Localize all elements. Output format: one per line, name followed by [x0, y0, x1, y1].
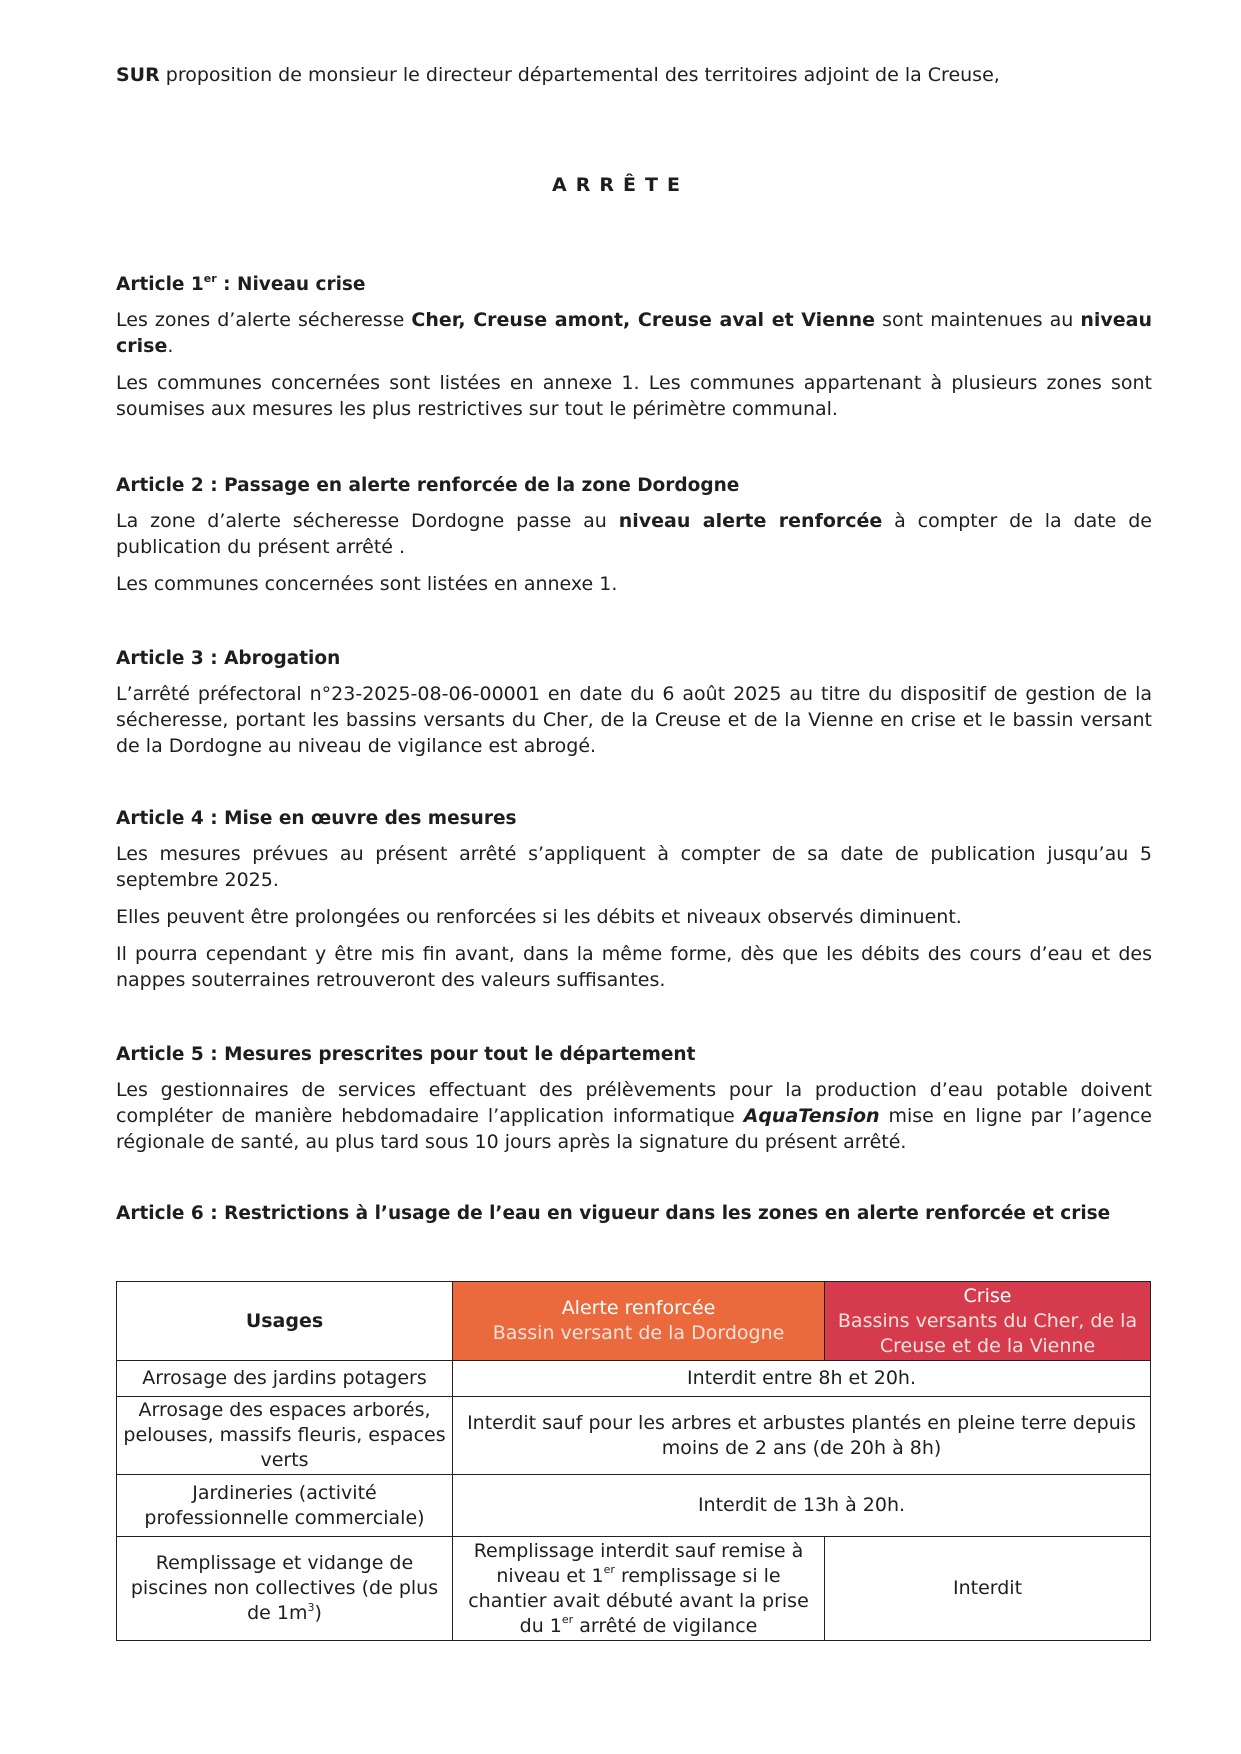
article-2-paragraph-2: Les communes concernées sont listées en annexe 1.	[116, 573, 618, 595]
article-4-paragraph-3: Il pourra cependant y être mis fin avant, dans la même forme, dès que les débits des cours d’eau et des nappes souterraines retrouveront des valeurs suffisantes.	[116, 943, 1152, 991]
header-alerte-renforcee: Alerte renforcée Bassin versant de la Dordogne	[453, 1282, 825, 1361]
table-row	[117, 1537, 1151, 1641]
article-5-heading: Article 5 : Mesures prescrites pour tout le département	[116, 1044, 696, 1065]
header-crise: Crise Bassins versants du Cher, de la Creuse et de la Vienne	[825, 1282, 1151, 1361]
header-usages: Usages	[117, 1282, 453, 1361]
table-row	[117, 1361, 1151, 1397]
table-header-row	[117, 1282, 1151, 1361]
restriction-cell-crise: Interdit	[825, 1537, 1151, 1641]
usage-cell: Arrosage des espaces arborés, pelouses, massifs fleuris, espaces verts	[117, 1397, 453, 1475]
article-1-heading: Article 1er : Niveau crise	[116, 271, 366, 295]
article-1-paragraph-1: Les zones d’alerte sécheresse Cher, Creuse amont, Creuse aval et Vienne sont maintenues au niveau crise.	[116, 309, 1152, 357]
restrictions-table	[116, 1281, 1151, 1641]
article-2-heading: Article 2 : Passage en alerte renforcée de la zone Dordogne	[116, 475, 740, 496]
restriction-cell: Interdit entre 8h et 20h.	[453, 1361, 1151, 1397]
article-1-paragraph-2: Les communes concernées sont listées en annexe 1. Les communes appartenant à plusieurs zones sont soumises aux mesures les plus restrictives sur tout le périmètre communal.	[116, 372, 1152, 420]
decree-title: ARRÊTE	[552, 174, 689, 196]
usage-cell: Arrosage des jardins potagers	[117, 1361, 453, 1397]
intro-paragraph: SUR proposition de monsieur le directeur départemental des territoires adjoint de la Creuse,	[116, 64, 1000, 86]
usage-cell: Remplissage et vidange de piscines non collectives (de plus de $1m^3$)	[117, 1537, 453, 1641]
table-row	[117, 1397, 1151, 1475]
article-3-heading: Article 3 : Abrogation	[116, 648, 341, 669]
table-row	[117, 1475, 1151, 1537]
article-6-heading: Article 6 : Restrictions à l’usage de l’eau en vigueur dans les zones en alerte renforcée et crise	[116, 1203, 1111, 1224]
restriction-cell: Interdit sauf pour les arbres et arbustes plantés en pleine terre depuis moins de 2 ans (de 20h à 8h)	[453, 1397, 1151, 1475]
article-4-paragraph-2: Elles peuvent être prolongées ou renforcées si les débits et niveaux observés diminuent.	[116, 906, 962, 928]
article-4-paragraph-1: Les mesures prévues au présent arrêté s’appliquent à compter de sa date de publication jusqu’au 5 septembre 2025.	[116, 843, 1152, 891]
article-4-heading: Article 4 : Mise en œuvre des mesures	[116, 808, 517, 829]
article-3-paragraph-1: L’arrêté préfectoral n°23-2025-08-06-00001 en date du 6 août 2025 au titre du dispositif de gestion de la sécheresse, portant les bassins versants du Cher, de la Creuse et de la Vienne en crise et le bassin versant de la Dordogne au niveau de vigilance est abrogé.	[116, 683, 1152, 757]
usage-cell: Jardineries (activité professionnelle commerciale)	[117, 1475, 453, 1537]
article-2-paragraph-1: La zone d’alerte sécheresse Dordogne passe au niveau alerte renforcée à compter de la date de publication du présent arrêté .	[116, 510, 1152, 558]
article-5-paragraph-1: Les gestionnaires de services effectuant des prélèvements pour la production d’eau potable doivent compléter de manière hebdomadaire l’application informatique AquaTension mise en ligne par l’agence régionale de santé, au plus tard sous 10 jours après la signature du présent arrêté.	[116, 1079, 1152, 1153]
restriction-cell: Interdit de 13h à 20h.	[453, 1475, 1151, 1537]
restriction-cell-alerte: Remplissage interdit sauf remise à niveau et 1er remplissage si le chantier avait débuté avant la prise du 1er arrêté de vigilance	[453, 1537, 825, 1641]
